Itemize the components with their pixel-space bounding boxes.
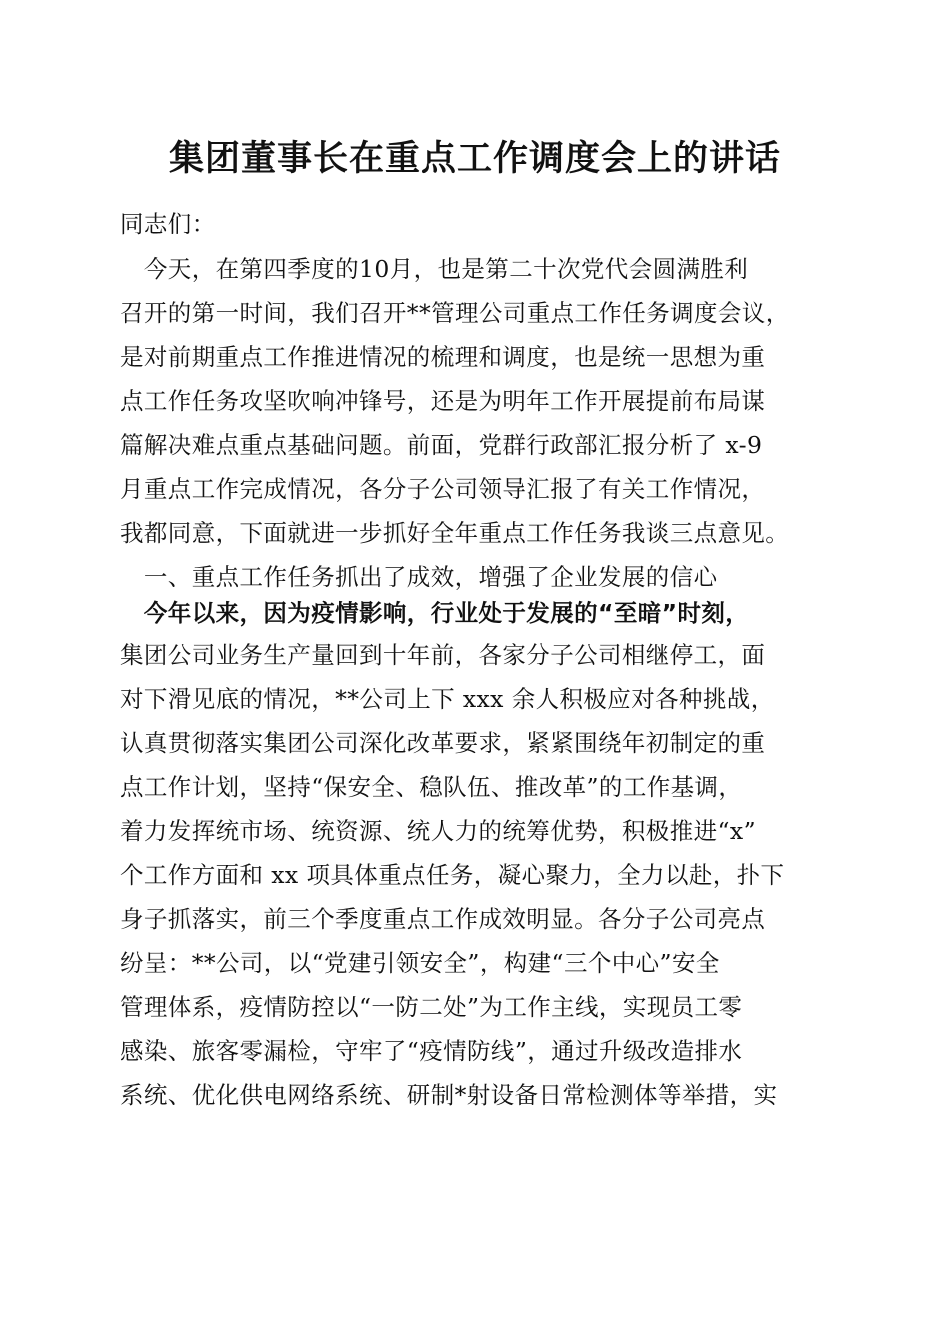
paragraph-line: 集团公司业务生产量回到十年前，各家分子公司相继停工，面: [120, 641, 766, 669]
paragraph-line: 系统、优化供电网络系统、研制*射设备日常检测体等举措，实: [120, 1081, 778, 1109]
paragraph-line: 纷呈：**公司，以“党建引领安全”，构建“三个中心”安全: [120, 949, 720, 977]
paragraph-line: 我都同意，下面就进一步抓好全年重点工作任务我谈三点意见。: [120, 519, 790, 547]
paragraph-line: 个工作方面和 xx 项具体重点任务，凝心聚力，全力以赴，扑下: [120, 861, 785, 889]
paragraph-line: 一、重点工作任务抓出了成效，增强了企业发展的信心: [120, 563, 718, 591]
paragraph-line: 认真贯彻落实集团公司深化改革要求，紧紧围绕年初制定的重: [120, 729, 766, 757]
paragraph-line: 点工作计划，坚持“保安全、稳队伍、推改革”的工作基调，: [120, 773, 743, 801]
paragraph-line: 今天，在第四季度的10月，也是第二十次党代会圆满胜利: [120, 255, 749, 283]
paragraph-line: 对下滑见底的情况，**公司上下 xxx 余人积极应对各种挑战，: [120, 685, 775, 713]
paragraph-line: 月重点工作完成情况，各分子公司领导汇报了有关工作情况，: [120, 475, 766, 503]
paragraph-line: 管理体系，疫情防控以“一防二处”为工作主线，实现员工零: [120, 993, 743, 1021]
paragraph-line: 感染、旅客零漏检，守牢了“疫情防线”，通过升级改造排水: [120, 1037, 743, 1065]
paragraph-line: 是对前期重点工作推进情况的梳理和调度，也是统一思想为重: [120, 343, 766, 371]
paragraph-line: 点工作任务攻坚吹响冲锋号，还是为明年工作开展提前布局谋: [120, 387, 766, 415]
paragraph-line: 身子抓落实，前三个季度重点工作成效明显。各分子公司亮点: [120, 905, 766, 933]
document-title: 集团董事长在重点工作调度会上的讲话: [168, 138, 781, 179]
paragraph-line: 着力发挥统市场、统资源、统人力的统筹优势，积极推进“x”: [120, 817, 756, 845]
salutation: 同志们：: [120, 210, 216, 238]
section-heading: 今年以来，因为疫情影响，行业处于发展的“至暗”时刻，: [120, 599, 750, 627]
paragraph-line: 篇解决难点重点基础问题。前面，党群行政部汇报分析了 x-9: [120, 431, 763, 459]
paragraph-line: 召开的第一时间，我们召开**管理公司重点工作任务调度会议，: [120, 299, 790, 327]
